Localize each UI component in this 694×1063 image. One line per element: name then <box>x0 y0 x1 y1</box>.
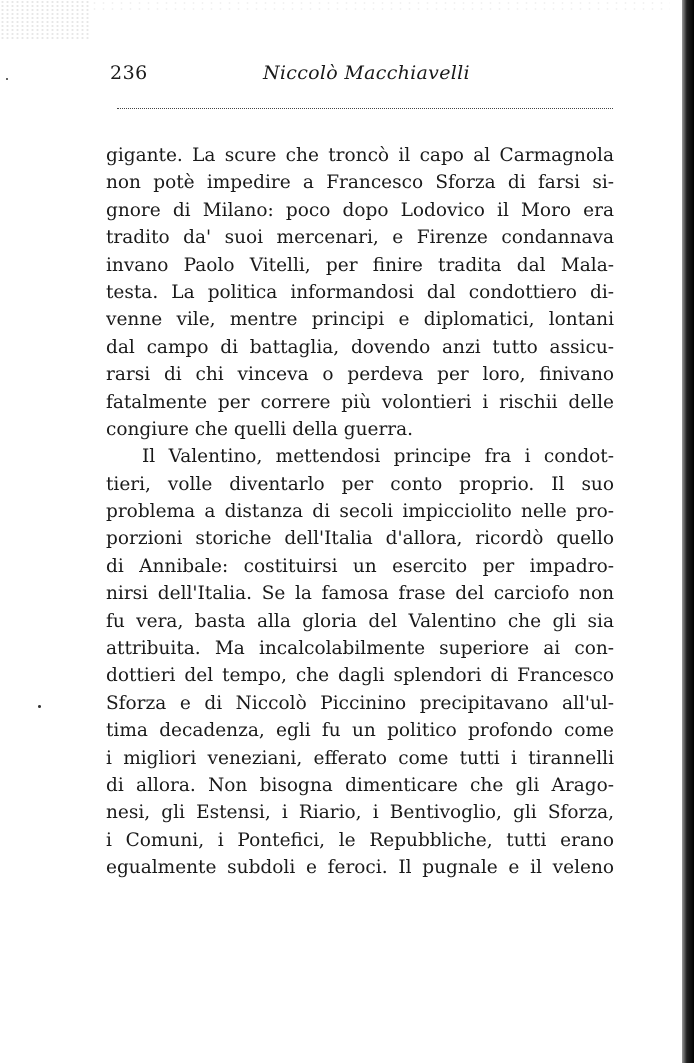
paragraph-last-line: congiure che quelli della guerra. <box>106 418 414 440</box>
text-line: Sforza e di Niccolò Piccinino precipitavano all'ul- <box>106 692 614 714</box>
text-line: gigante. La scure che troncò il capo al Carmagnola <box>106 145 614 166</box>
text-line: di allora. Non bisogna dimenticare che gli Arago- <box>106 774 614 796</box>
text-line: rarsi di chi vinceva o perdeva per loro, finivano <box>106 364 614 386</box>
text-line: dal campo di battaglia, dovendo anzi tutto assicu- <box>106 336 614 358</box>
text-line: fatalmente per correre più volontieri i rischii delle <box>106 391 614 413</box>
scan-noise <box>0 0 90 40</box>
body-text <box>106 142 614 882</box>
text-line: egualmente subdoli e feroci. Il pugnale e il veleno <box>106 857 614 879</box>
text-line: testa. La politica informandosi dal condottiero di- <box>106 281 614 303</box>
text-line: venne vile, mentre principi e diplomatici, lontani <box>106 309 614 331</box>
text-line: i Comuni, i Pontefici, le Repubbliche, tutti erano <box>106 829 614 851</box>
text-line: porzioni storiche dell'Italia d'allora, ricordò quello <box>106 528 614 550</box>
running-title: Niccolò Macchiavelli <box>263 62 470 84</box>
text-line: nirsi dell'Italia. Se la famosa frase del carciofo non <box>106 583 614 605</box>
text-line: tieri, volle diventarlo per conto proprio. Il suo <box>106 473 614 495</box>
text-line: attribuita. Ma incalcolabilmente superiore ai con- <box>106 638 614 660</box>
paragraph-first-line: Il Valentino, mettendosi principe fra i condot- <box>142 446 614 468</box>
page-number: 236 <box>110 62 148 84</box>
text-line: i migliori veneziani, efferato come tutti i tirannelli <box>106 747 614 769</box>
text-line: problema a distanza di secoli impicciolito nelle pro- <box>106 501 614 523</box>
text-line: nesi, gli Estensi, i Riario, i Bentivoglio, gli Sforza, <box>106 802 614 824</box>
text-line: non potè impedire a Francesco Sforza di farsi si- <box>106 172 614 194</box>
header-rule <box>117 108 613 109</box>
text-line: di Annibale: costituirsi un esercito per impadro- <box>106 555 614 577</box>
page-spine-shadow <box>682 0 694 1063</box>
scan-speck <box>38 705 41 708</box>
text-line: fu vera, basta alla gloria del Valentino che gli sia <box>106 610 614 632</box>
text-line: dottieri del tempo, che dagli splendori di Francesco <box>106 665 614 687</box>
scan-noise-top <box>90 0 670 12</box>
page-header <box>110 62 612 92</box>
text-line: gnore di Milano: poco dopo Lodovico il Moro era <box>106 199 614 221</box>
text-line: invano Paolo Vitelli, per finire tradita dal Mala- <box>106 254 614 276</box>
text-line: tima decadenza, egli fu un politico profondo come <box>106 720 614 742</box>
text-line: tradito da' suoi mercenari, e Firenze condannava <box>106 227 614 249</box>
scan-speck <box>6 78 8 80</box>
